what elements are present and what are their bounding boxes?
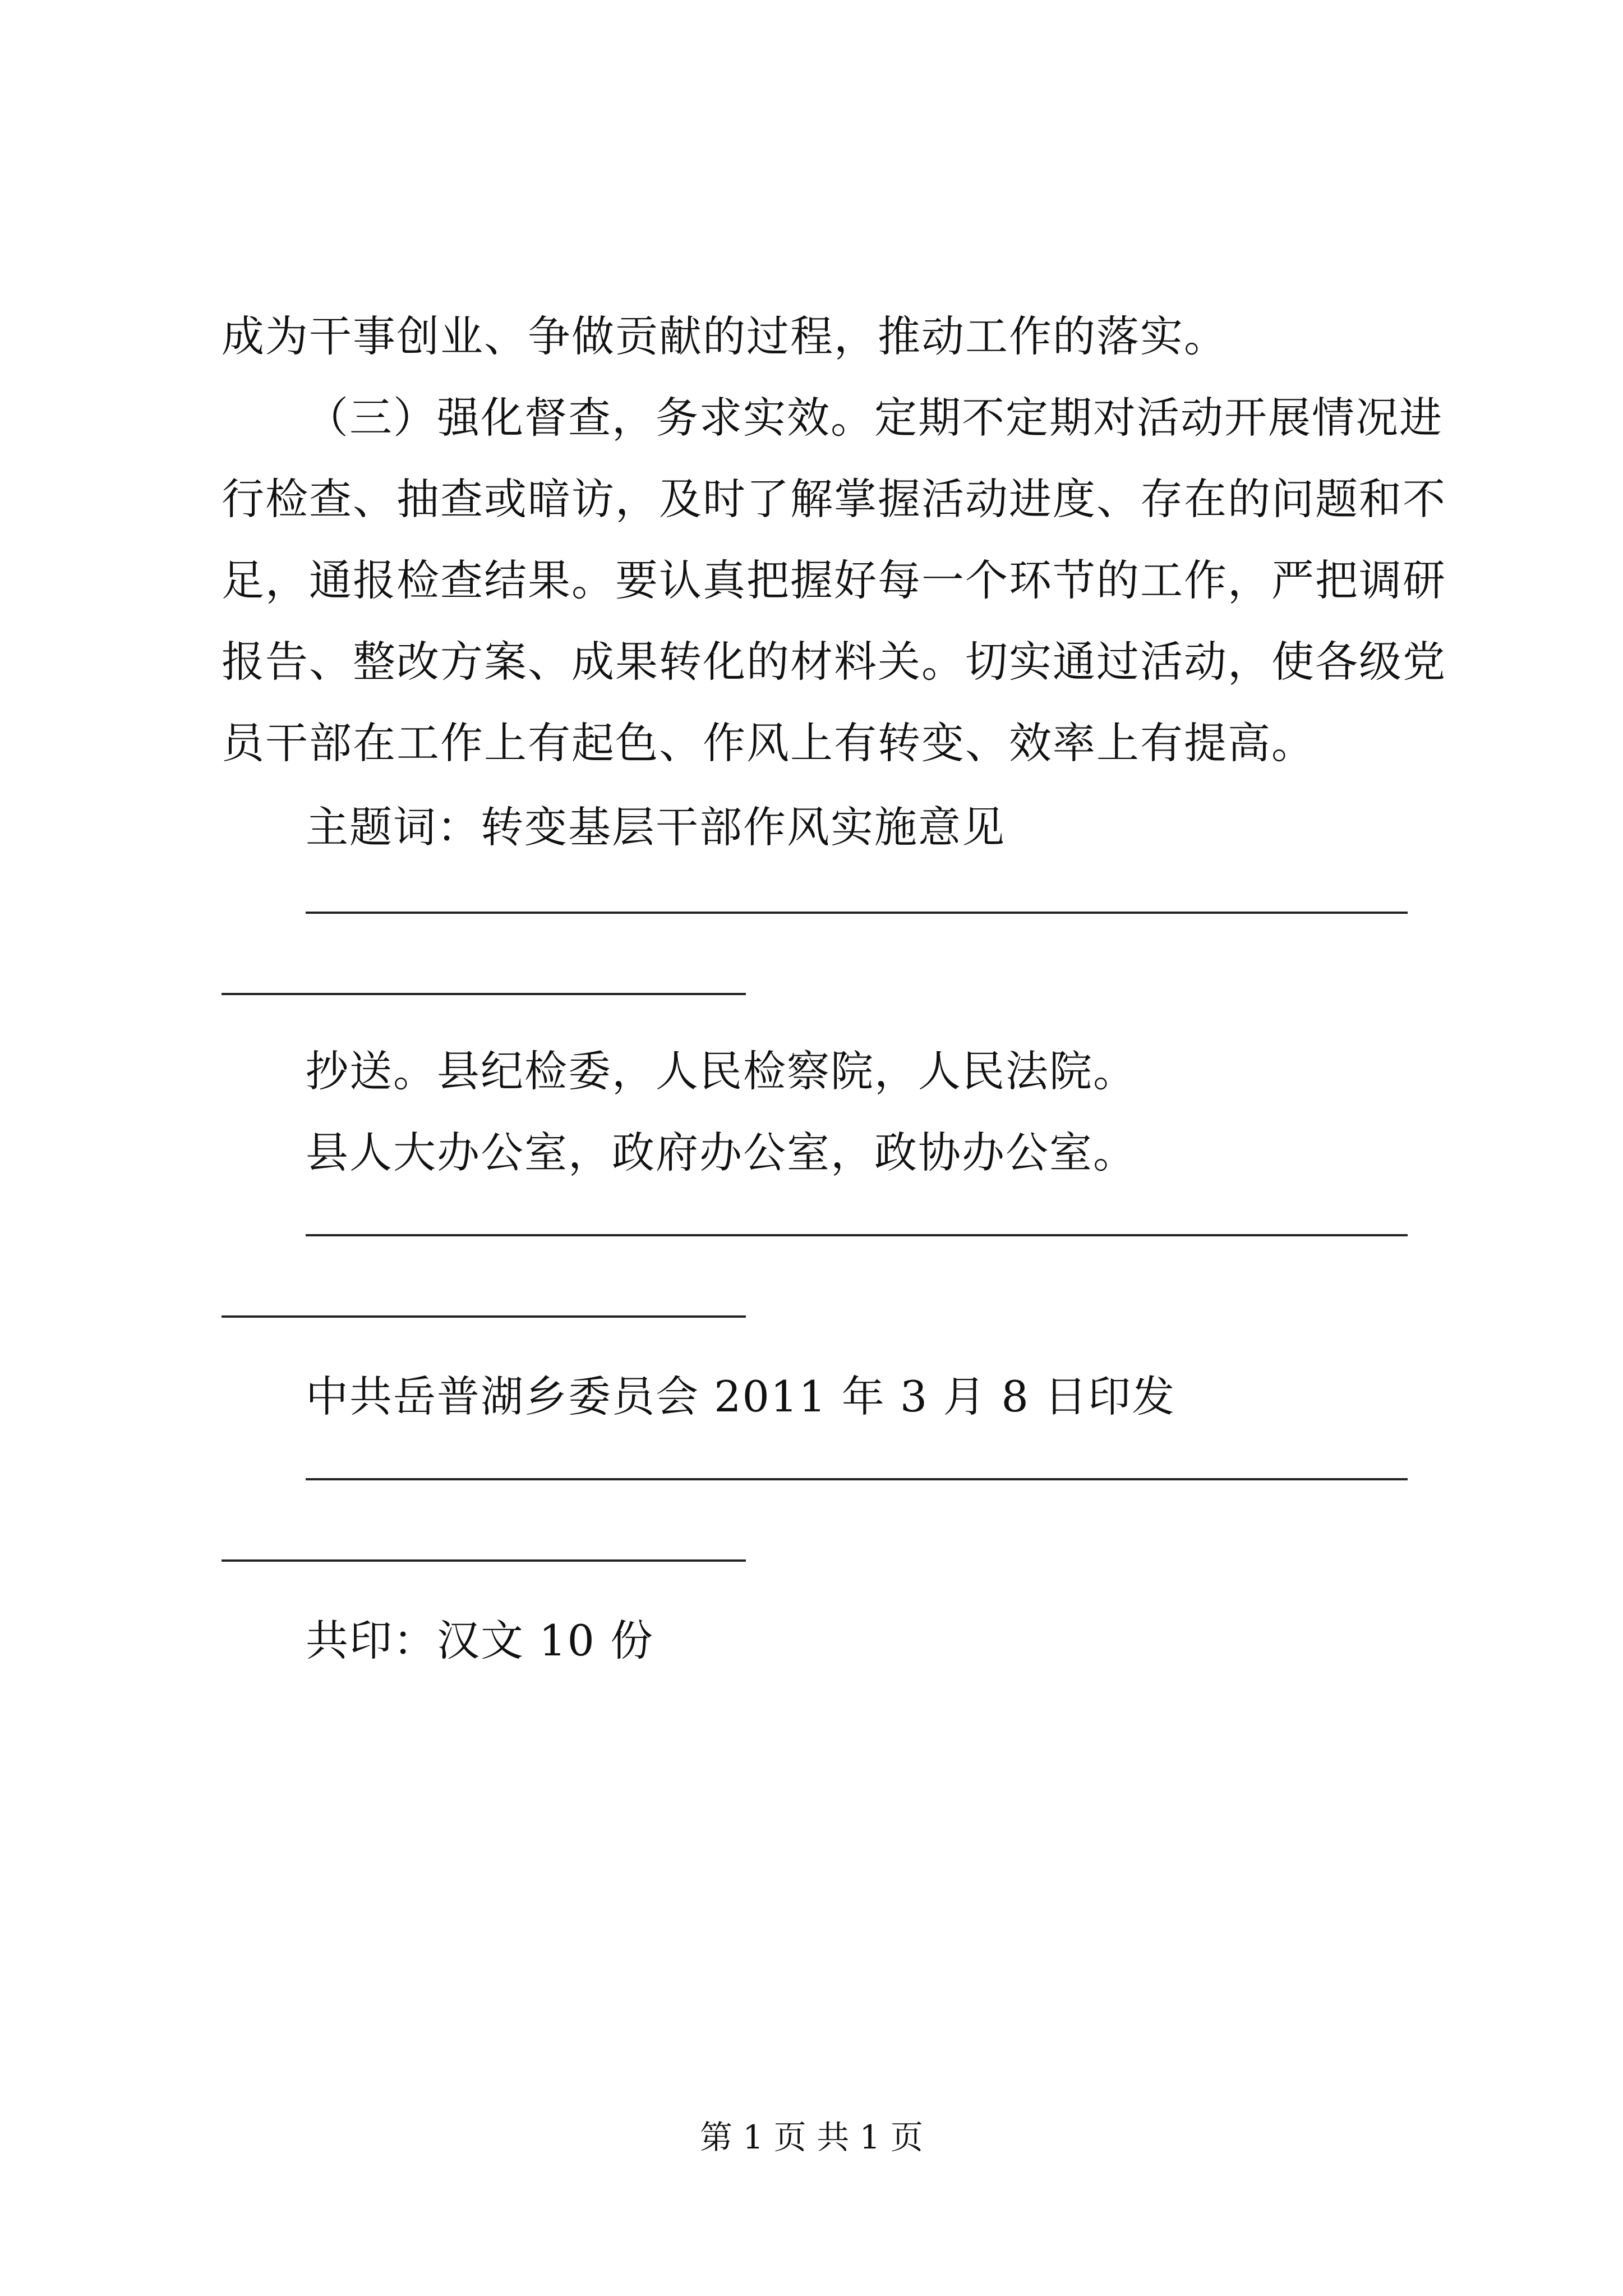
- copies-line: 共印：汉文 10 份: [306, 1616, 654, 1665]
- separator-rule: [306, 1478, 1408, 1480]
- cc-line-1: 抄送。县纪检委，人民检察院，人民法院。: [306, 1046, 1137, 1096]
- separator-rule: [222, 1559, 746, 1562]
- section3-line-3: 足，通报检查结果。要认真把握好每一个环节的工作，严把调研: [222, 555, 1446, 605]
- section3-line-4: 报告、整改方案、成果转化的材料关。切实通过活动，使各级党: [222, 637, 1446, 687]
- separator-rule: [306, 912, 1408, 914]
- section3-line-1: （三）强化督查，务求实效。定期不定期对活动开展情况进: [306, 393, 1443, 443]
- separator-rule: [222, 993, 746, 995]
- separator-rule: [222, 1315, 746, 1318]
- cc-line-2: 县人大办公室，政府办公室，政协办公室。: [306, 1128, 1137, 1177]
- page-footer: 第 1 页 共 1 页: [700, 2118, 923, 2156]
- paragraph-end-line: 成为干事创业、争做贡献的过程，推动工作的落实。: [222, 311, 1228, 361]
- section3-line-5: 员干部在工作上有起色、作风上有转变、效率上有提高。: [222, 718, 1315, 768]
- issuer-line: 中共岳普湖乡委员会 2011 年 3 月 8 日印发: [306, 1372, 1176, 1421]
- subject-line: 主题词：转变基层干部作风实施意见: [306, 802, 1006, 852]
- separator-rule: [306, 1234, 1408, 1236]
- section3-line-2: 行检查、抽查或暗访，及时了解掌握活动进度、存在的问题和不: [222, 474, 1446, 524]
